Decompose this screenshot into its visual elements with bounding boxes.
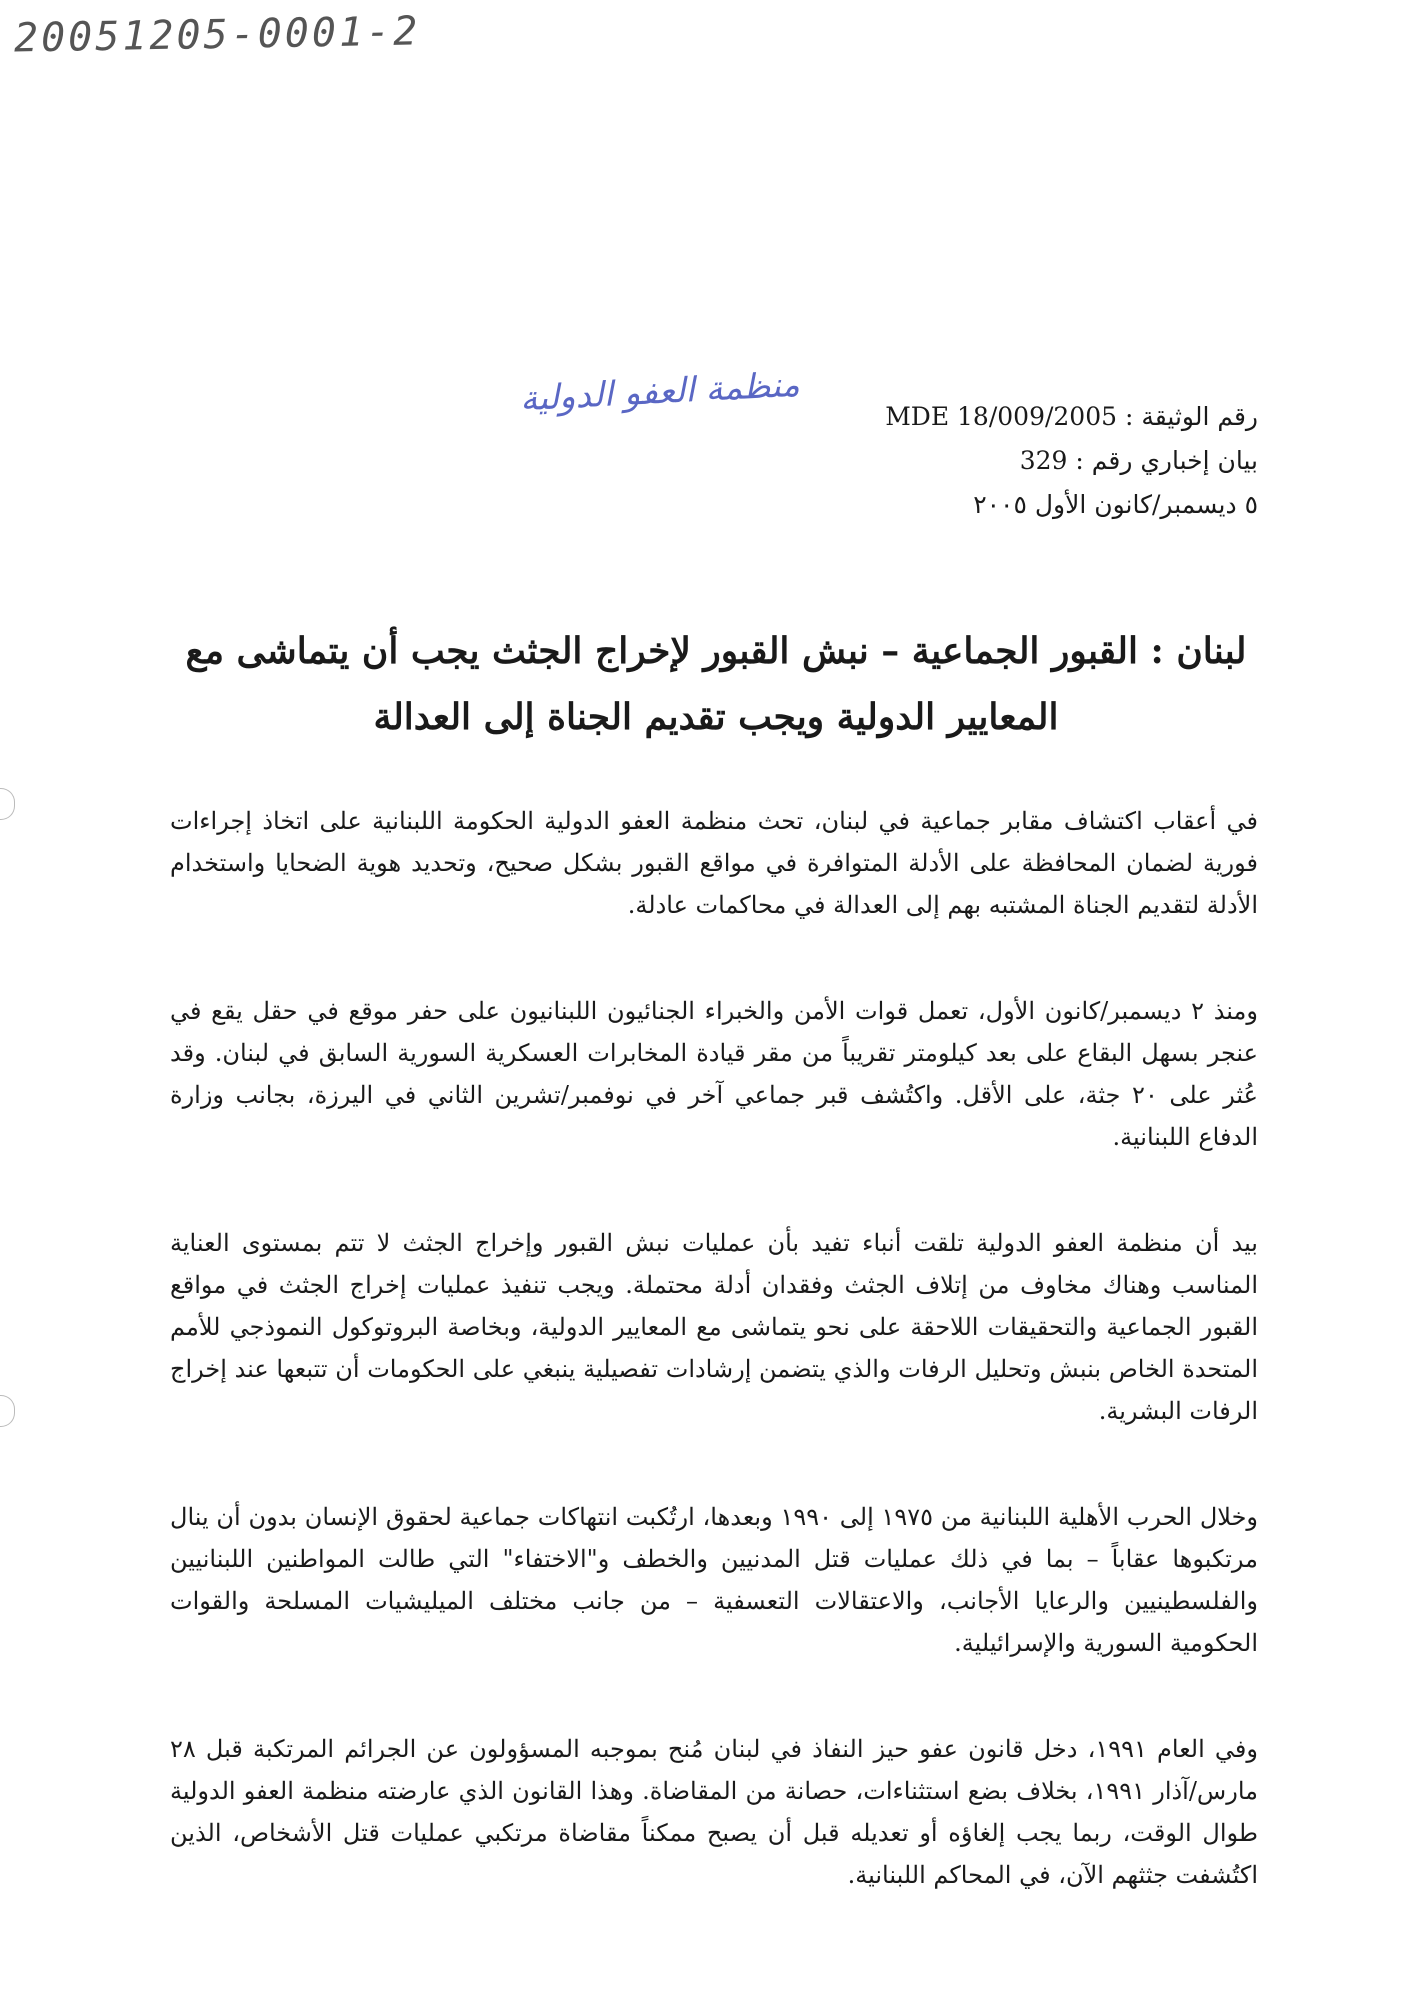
body-paragraph: وفي العام ١٩٩١، دخل قانون عفو حيز النفاذ في لبنان مُنح بموجبه المسؤولون عن الجرائم المرتكبة قبل ٢٨ مارس/آذار ١٩٩١، بخلاف بضع استثناءات، حصانة من المقاضاة. وهذا القانون الذي عارضته منظمة العفو الدولية طوال الوقت، ربما يجب إلغاؤه أو تعديله قبل أن يصبح ممكناً مقاضاة مرتكبي عمليات قتل الأشخاص، الذين اكتُشفت جثثهم الآن، في المحاكم اللبنانية.	[170, 1735, 1258, 1889]
punch-hole-mark	[0, 788, 15, 820]
document-metadata	[658, 395, 1258, 527]
document-date: ٥ ديسمبر/كانون الأول ٢٠٠٥	[973, 490, 1258, 519]
document-number-label: رقم الوثيقة :	[1124, 402, 1258, 431]
statement-number-line	[658, 439, 1258, 483]
document-number: MDE 18/009/2005	[885, 402, 1118, 431]
body-paragraph: ومنذ ٢ ديسمبر/كانون الأول، تعمل قوات الأمن والخبراء الجنائيون اللبنانيون على حفر موقع في حقل يقع في عنجر بسهل البقاع على بعد كيلومتر تقريباً من مقر قيادة المخابرات العسكرية السورية السابق في لبنان. وقد عُثر على ٢٠ جثة، على الأقل. واكتُشف قبر جماعي آخر في نوفمبر/تشرين الثاني في اليرزة، بجانب وزارة الدفاع اللبنانية.	[170, 997, 1258, 1151]
document-number-line	[658, 395, 1258, 439]
punch-hole-mark	[0, 1395, 15, 1427]
body-paragraph: بيد أن منظمة العفو الدولية تلقت أنباء تفيد بأن عمليات نبش القبور وإخراج الجثث لا تتم بمستوى العناية المناسب وهناك مخاوف من إتلاف الجثث وفقدان أدلة محتملة. ويجب تنفيذ عمليات إخراج الجثث في مواقع القبور الجماعية والتحقيقات اللاحقة على نحو يتماشى مع المعايير الدولية، وبخاصة البروتوكول النموذجي للأمم المتحدة الخاص بنبش وتحليل الرفات والذي يتضمن إرشادات تفصيلية ينبغي على الحكومات أن تتبعها عند إخراج الرفات البشرية.	[170, 1229, 1258, 1425]
document-title: لبنان : القبور الجماعية – نبش القبور لإخراج الجثث يجب أن يتماشى مع المعايير الدولية ويجب تقديم الجناة إلى العدالة	[185, 630, 1247, 738]
body-paragraph: وخلال الحرب الأهلية اللبنانية من ١٩٧٥ إلى ١٩٩٠ وبعدها، ارتُكبت انتهاكات جماعية لحقوق الإنسان بدون أن ينال مرتكبوها عقاباً – بما في ذلك عمليات قتل المدنيين والخطف و"الاختفاء" التي طالت المواطنين اللبنانيين والفلسطينيين والرعايا الأجانب، والاعتقالات التعسفية – من جانب مختلف الميليشيات المسلحة والقوات الحكومية السورية والإسرائيلية.	[170, 1503, 1258, 1657]
organization-stamp: منظمة العفو الدولية	[519, 364, 801, 420]
body-paragraph: في أعقاب اكتشاف مقابر جماعية في لبنان، تحث منظمة العفو الدولية الحكومة اللبنانية على اتخاذ إجراءات فورية لضمان المحافظة على الأدلة المتوافرة في مواقع القبور بشكل صحيح، وتحديد هوية الضحايا واستخدام الأدلة لتقديم الجناة المشتبه بهم إلى العدالة في محاكمات عادلة.	[170, 807, 1258, 919]
statement-number-label: بيان إخباري رقم :	[1075, 446, 1258, 475]
statement-number: 329	[1019, 446, 1068, 475]
document-body	[170, 800, 1258, 1960]
handwritten-reference: 20051205-0001-2	[13, 8, 421, 62]
